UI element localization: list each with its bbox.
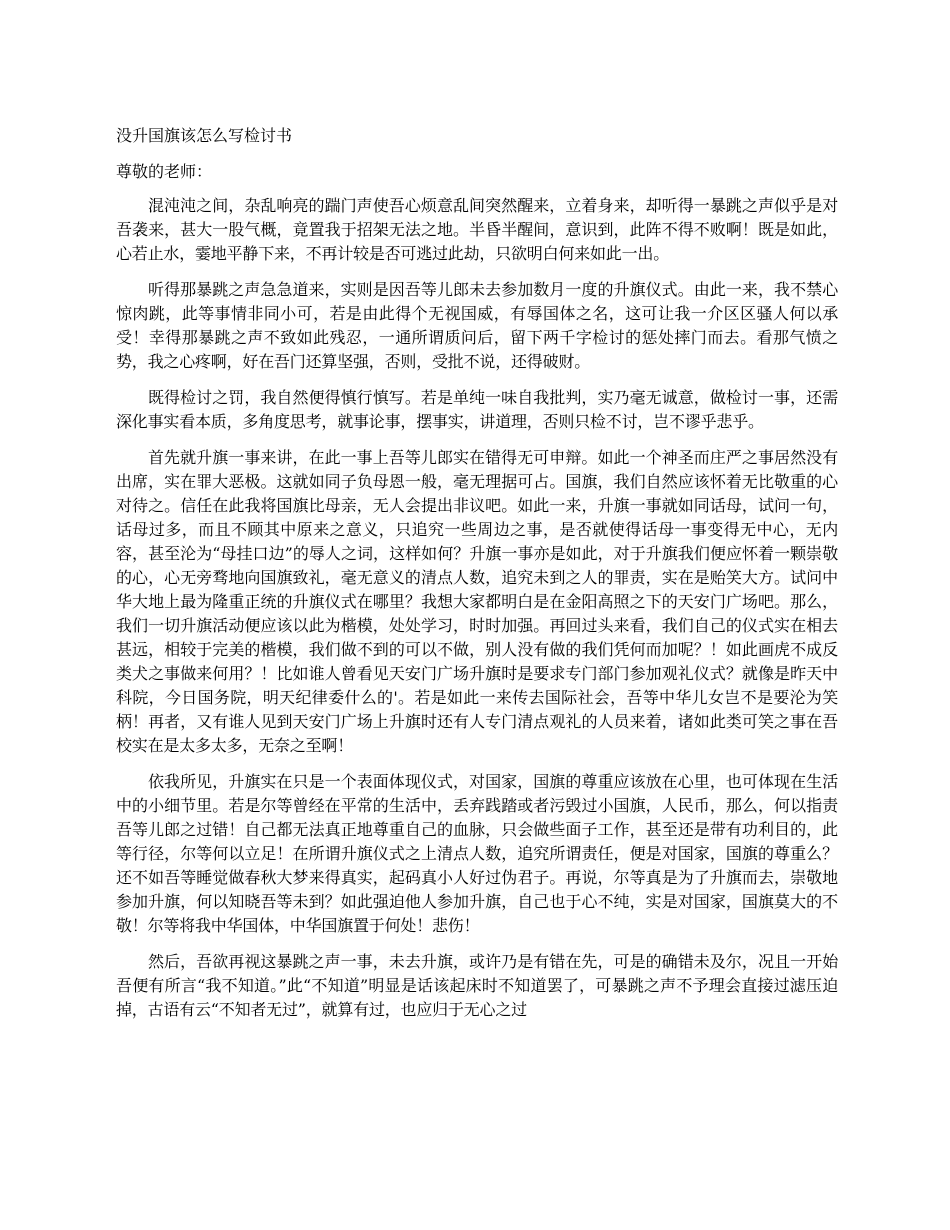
paragraph-1: 混沌沌之间，杂乱响亮的踹门声使吾心烦意乱间突然醒来，立着身来，却听得一暴跳之声似乎是对吾袭来，甚大一股气概，竟置我于招架无法之地。半昏半醒间，意识到，此阵不得不败啊！既是如此，心若止水，霎地平静下来，不再计较是否可逃过此劫，只欲明白何来如此一出。 xyxy=(116,196,838,263)
paragraph-5: 依我所见，升旗实在只是一个表面体现仪式，对国家，国旗的尊重应该放在心里，也可体现在生活中的小细节里。若是尔等曾经在平常的生活中，丢弃践踏或者污毁过小国旗，人民币，那么，何以指责吾等儿郎之过错！自己都无法真正地尊重自己的血脉，只会做些面子工作，甚至还是带有功利目的，此等行径，尔等何以立足！在所谓升旗仪式之上清点人数，追究所谓责任，便是对国家，国旗的尊重么？还不如吾等睡觉做春秋大梦来得真实，起码真小人好过伪君子。再说，尔等真是为了升旗而去，崇敬地参加升旗，何以知晓吾等未到？如此强迫他人参加升旗，自己也于心不纯，实是对国家，国旗莫大的不敬！尔等将我中华国体，中华国旗置于何处！悲伤！ xyxy=(116,772,838,935)
salutation: 尊敬的老师： xyxy=(116,162,213,181)
paragraph-6: 然后，吾欲再视这暴跳之声一事，未去升旗，或许乃是有错在先，可是的确错未及尔，况且一开始吾便有所言“我不知道。”此“不知道”明显是话该起床时不知道罢了，可暴跳之声不予理会直接过滤压迫掉，古语有云“不知者无过”，就算有过，也应归于无心之过 xyxy=(116,952,838,1019)
paragraph-4: 首先就升旗一事来讲，在此一事上吾等儿郎实在错得无可申辩。如此一个神圣而庄严之事居然没有出席，实在罪大恶极。这就如同子负母恩一般，毫无理据可占。国旗，我们自然应该怀着无比敬重的心对待之。信任在此我将国旗比母亲，无人会提出非议吧。如此一来，升旗一事就如同话母，试问一句，话母过多，而且不顾其中原来之意义，只追究一些周边之事，是否就使得话母一事变得无中心，无内容，甚至沦为“母挂口边”的辱人之词，这样如何？升旗一事亦是如此，对于升旗我们便应怀着一颗崇敬的心，心无旁骛地向国旗致礼，毫无意义的清点人数，追究未到之人的罪责，实在是贻笑大方。试问中华大地上最为隆重正统的升旗仪式在哪里？我想大家都明白是在金阳高照之下的天安门广场吧。那么，我们一切升旗活动便应该以此为楷模，处处学习，时时加强。再回过头来看，我们自己的仪式实在相去甚远，相较于完美的楷模，我们做不到的可以不做，别人没有做的我们凭何而加呢？！如此画虎不成反类犬之事做来何用？！比如谁人曾看见天安门广场升旗时是要求专门部门参加观礼仪式？就像是昨天中科院，今日国务院，明天纪律委什么的'。若是如此一来传去国际社会，吾等中华儿女岂不是要沦为笑柄！再者，又有谁人见到天安门广场上升旗时还有人专门清点观礼的人员来着，诸如此类可笑之事在吾校实在是太多太多，无奈之至啊！ xyxy=(116,448,838,755)
paragraph-2: 听得那暴跳之声急急道来，实则是因吾等儿郎未去参加数月一度的升旗仪式。由此一来，我不禁心惊肉跳，此等事情非同小可，若是由此得个无视国威，有辱国体之名，这可让我一介区区骚人何以承受！幸得那暴跳之声不致如此残忍，一通所谓质问后，留下两千字检讨的惩处摔门而去。看那气愤之势，我之心疼啊，好在吾门还算坚强，否则，受批不说，还得破财。 xyxy=(116,280,838,371)
document-title: 没升国旗该怎么写检讨书 xyxy=(116,126,293,145)
paragraph-3: 既得检讨之罚，我自然便得慎行慎写。若是单纯一味自我批判，实乃毫无诚意，做检讨一事，还需深化事实看本质，多角度思考，就事论事，摆事实，讲道理，否则只检不讨，岂不谬乎悲乎。 xyxy=(116,388,838,431)
document-page xyxy=(116,124,838,1034)
